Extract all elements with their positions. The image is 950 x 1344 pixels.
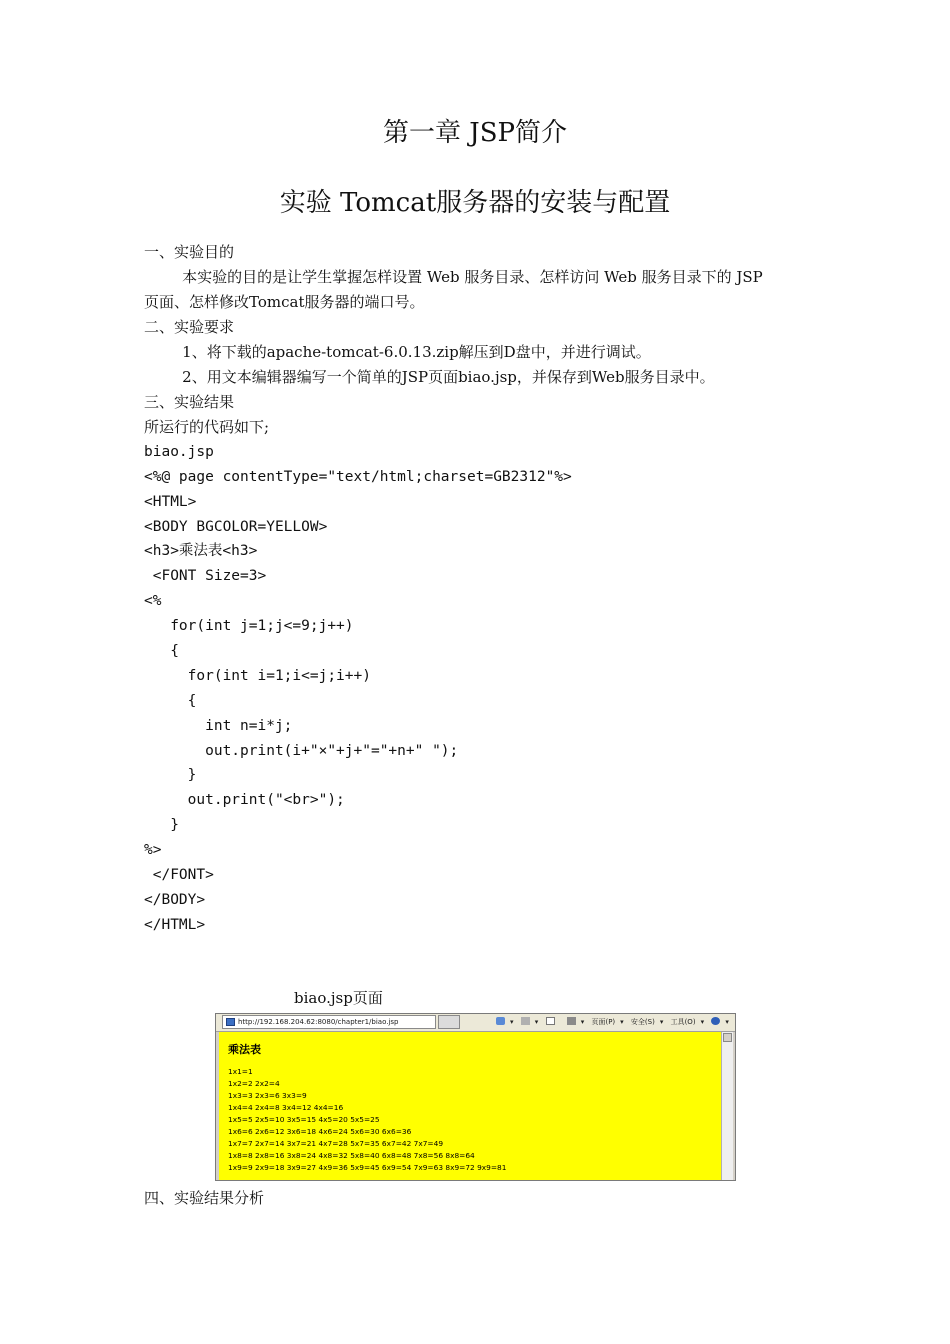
table-row: 1x7=7 2x7=14 3x7=21 4x7=28 5x7=35 6x7=42 7x7=49 bbox=[228, 1139, 444, 1148]
code-line: <HTML> bbox=[144, 494, 197, 510]
text-line: 本实验的目的是让学生掌握怎样设置 Web 服务目录、怎样访问 Web 服务目录下的 JSP bbox=[144, 268, 763, 286]
code-line: { bbox=[144, 693, 197, 709]
code-line: } bbox=[144, 817, 179, 833]
table-row: 1x4=4 2x4=8 3x4=12 4x4=16 bbox=[228, 1103, 344, 1112]
code-line: { bbox=[144, 643, 179, 659]
code-line: <h3>乘法表<h3> bbox=[144, 543, 258, 559]
table-row: 1x3=3 2x3=6 3x3=9 bbox=[228, 1091, 307, 1100]
home-button[interactable]: ▾ bbox=[496, 1018, 514, 1026]
vertical-scrollbar[interactable] bbox=[721, 1032, 733, 1180]
text-line: 2、用文本编辑器编写一个简单的JSP页面biao.jsp，并保存到Web服务目录中。 bbox=[144, 368, 715, 386]
new-tab-button[interactable] bbox=[438, 1015, 460, 1029]
experiment-title: 实验 Tomcat服务器的安装与配置 bbox=[279, 188, 671, 218]
table-row: 1x1=1 bbox=[228, 1067, 253, 1076]
code-line: <BODY BGCOLOR=YELLOW> bbox=[144, 519, 328, 535]
code-line: for(int j=1;j<=9;j++) bbox=[144, 618, 354, 634]
code-line: out.print(i+"×"+j+"="+n+" "); bbox=[144, 743, 459, 759]
code-line: </BODY> bbox=[144, 892, 206, 908]
code-line: <%@ page contentType="text/html;charset=GB2312"%> bbox=[144, 469, 572, 485]
table-row: 1x9=9 2x9=18 3x9=27 4x9=36 5x9=45 6x9=54 7x9=63 8x9=72 9x9=81 bbox=[228, 1163, 507, 1172]
code-line: } bbox=[144, 767, 197, 783]
help-icon bbox=[711, 1017, 720, 1025]
text-line: 所运行的代码如下; bbox=[144, 418, 270, 436]
code-line: out.print("<br>"); bbox=[144, 792, 345, 808]
table-row: 1x5=5 2x5=10 3x5=15 4x5=20 5x5=25 bbox=[228, 1115, 380, 1124]
page-icon bbox=[226, 1018, 235, 1026]
text-line: 二、实验要求 bbox=[144, 318, 235, 336]
mail-icon bbox=[546, 1017, 555, 1025]
browser-toolbar bbox=[216, 1014, 735, 1032]
code-line: <FONT Size=3> bbox=[144, 568, 267, 584]
table-row: 1x8=8 2x8=16 3x8=24 4x8=32 5x8=40 6x8=48 7x8=56 8x8=64 bbox=[228, 1151, 475, 1160]
page-viewport bbox=[219, 1032, 722, 1180]
text-line: 一、实验目的 bbox=[144, 243, 235, 261]
code-line: biao.jsp bbox=[144, 444, 214, 460]
mail-button[interactable] bbox=[546, 1018, 560, 1026]
browser-tab[interactable] bbox=[222, 1015, 436, 1029]
tools-menu[interactable]: 工具(O) ▾ bbox=[670, 1018, 705, 1026]
code-line: </FONT> bbox=[144, 867, 214, 883]
code-line: int n=i*j; bbox=[144, 718, 293, 734]
print-button[interactable]: ▾ bbox=[567, 1018, 585, 1026]
browser-screenshot bbox=[215, 1013, 736, 1181]
tab-url: http://192.168.204.62:8080/chapter1/biao.jsp bbox=[238, 1018, 399, 1026]
code-line: %> bbox=[144, 842, 162, 858]
page-heading: 乘法表 bbox=[228, 1043, 261, 1056]
chapter-title: 第一章 JSP简介 bbox=[383, 118, 567, 148]
text-line: 四、实验结果分析 bbox=[144, 1189, 265, 1207]
command-bar bbox=[496, 1017, 734, 1027]
home-icon bbox=[496, 1017, 505, 1025]
figure-caption: biao.jsp页面 bbox=[294, 989, 383, 1007]
printer-icon bbox=[567, 1017, 576, 1025]
code-line: for(int i=1;i<=j;i++) bbox=[144, 668, 371, 684]
scroll-up-button[interactable] bbox=[723, 1033, 732, 1042]
text-line: 1、将下载的apache-tomcat-6.0.13.zip解压到D盘中，并进行调试。 bbox=[144, 343, 651, 361]
table-row: 1x2=2 2x2=4 bbox=[228, 1079, 280, 1088]
safety-menu[interactable]: 安全(S) ▾ bbox=[630, 1018, 664, 1026]
text-line: 页面、怎样修改Tomcat服务器的端口号。 bbox=[144, 293, 425, 311]
feeds-button[interactable]: ▾ bbox=[521, 1018, 539, 1026]
code-line: </HTML> bbox=[144, 917, 206, 933]
text-line: 三、实验结果 bbox=[144, 393, 235, 411]
code-line: <% bbox=[144, 593, 162, 609]
table-row: 1x6=6 2x6=12 3x6=18 4x6=24 5x6=30 6x6=36 bbox=[228, 1127, 412, 1136]
page-menu[interactable]: 页面(P) ▾ bbox=[591, 1018, 624, 1026]
help-button[interactable]: ▾ bbox=[711, 1018, 729, 1026]
feed-icon bbox=[521, 1017, 530, 1025]
